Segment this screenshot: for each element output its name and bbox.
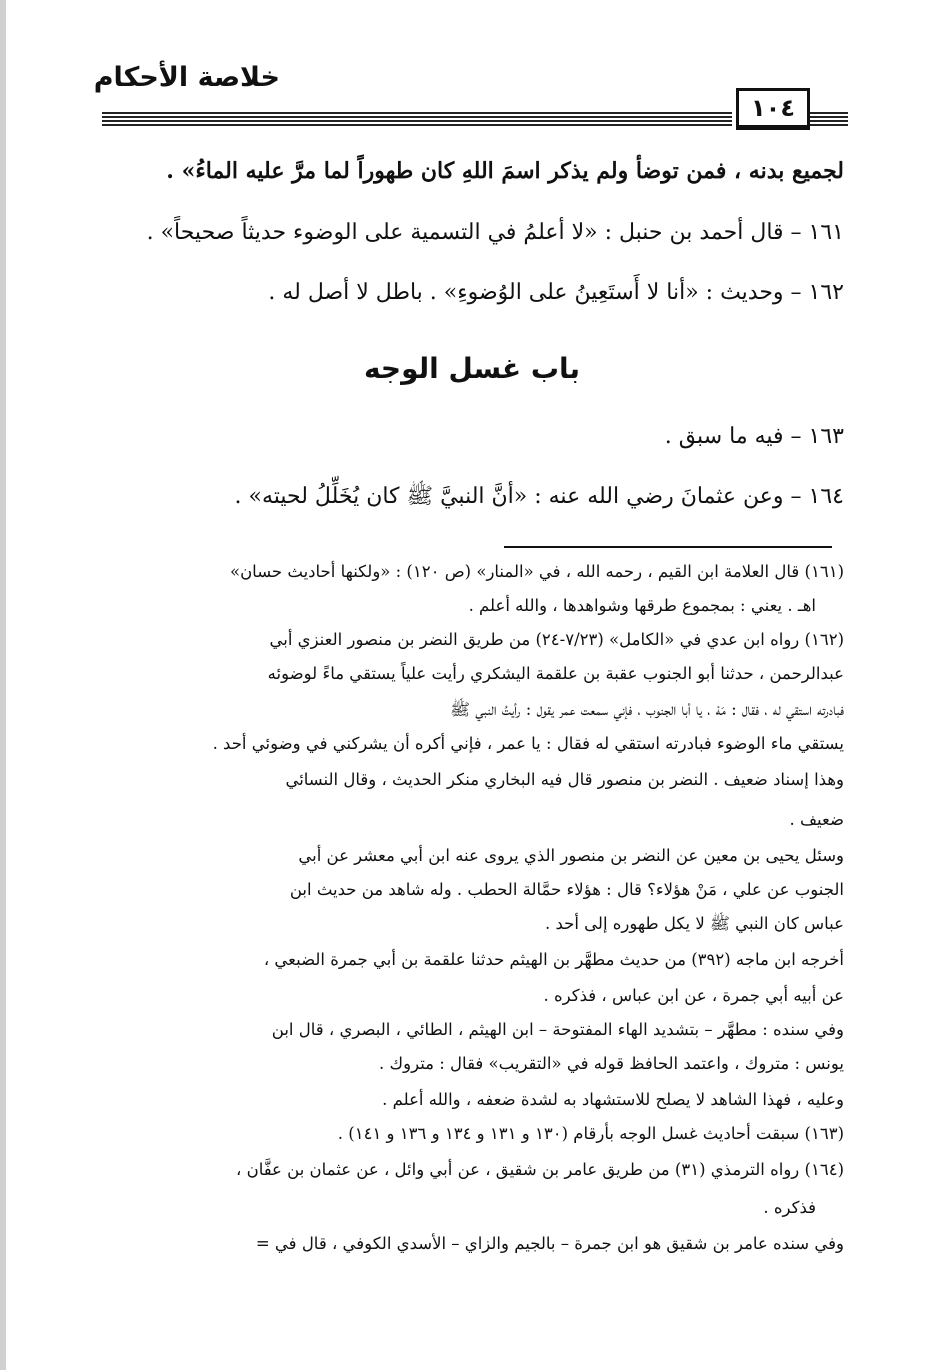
footnote-line: عبدالرحمن ، حدثنا أبو الجنوب عقبة بن علقمة اليشكري رأيت علياً يستقي ماءً لوضوئه [267, 664, 844, 683]
footnote-line: وفي سنده : مطهَّر – بتشديد الهاء المفتوحة – ابن الهيثم ، الطائي ، البصري ، قال ابن [271, 1020, 844, 1039]
running-header-title: خلاصة الأحكام [93, 62, 280, 93]
hadith-164: ١٦٤ – وعن عثمانَ رضي الله عنه : «أنَّ النبيَّ ﷺ كان يُخَلِّلُ لحيته» . [234, 484, 844, 509]
footnote-line: وفي سنده عامر بن شقيق هو ابن جمرة – بالجيم والزاي – الأسدي الكوفي ، قال في = [255, 1234, 844, 1253]
hadith-163: ١٦٣ – فيه ما سبق . [664, 424, 844, 449]
scan-edge [0, 0, 6, 1370]
main-text-line: لجميع بدنه ، فمن توضأ ولم يذكر اسمَ اللهِ كان طهوراً لما مرَّ عليه الماءُ» . [166, 158, 844, 184]
footnote-line: أخرجه ابن ماجه (٣٩٢) من حديث مطهَّر بن الهيثم حدثنا علقمة بن أبي جمرة الضبعي ، [263, 950, 844, 969]
header-rule [102, 112, 732, 128]
footnote-line: ضعيف . [789, 810, 844, 829]
footnote-line: (١٦٤) رواه الترمذي (٣١) من طريق عامر بن شقيق ، عن أبي وائل ، عن عثمان بن عفَّان ، [236, 1160, 844, 1179]
footnote-line: الجنوب عن علي ، مَنْ هؤلاء؟ قال : هؤلاء حمَّالة الحطب . وله شاهد من حديث ابن [289, 880, 844, 899]
footnote-line: يونس : متروك ، واعتمد الحافظ قوله في «التقريب» فقال : متروك . [379, 1054, 844, 1073]
footnote-line: فبادرته استقي له ، فقال : مَهْ ، يا أبا الجنوب ، فإني سمعت عمر يقول : رأيتُ النبي ﷺ [450, 700, 844, 719]
footnote-line: يستقي ماء الوضوء فبادرته استقي له فقال : يا عمر ، فإني أكره أن يشركني في وضوئي أحد . [212, 734, 844, 753]
footnote-line: فذكره . [763, 1198, 816, 1217]
chapter-heading: باب غسل الوجه [363, 352, 581, 385]
footnote-line: وعليه ، فهذا الشاهد لا يصلح للاستشهاد به لشدة ضعفه ، والله أعلم . [382, 1090, 844, 1109]
header-rule-right [806, 112, 848, 128]
footnote-line: وهذا إسناد ضعيف . النضر بن منصور قال فيه البخاري منكر الحديث ، وقال النسائي [285, 770, 844, 789]
footnote-line: اهـ . يعني : بمجموع طرقها وشواهدها ، والله أعلم . [468, 596, 816, 615]
footnote-line: (١٦١) قال العلامة ابن القيم ، رحمه الله ، في «المنار» (ص ١٢٠) : «ولكنها أحاديث حسان» [229, 562, 844, 581]
page-number: ١٠٤ [736, 88, 810, 130]
footnote-line: عباس كان النبي ﷺ لا يكل طهوره إلى أحد . [545, 914, 844, 933]
footnote-separator [504, 546, 832, 548]
footnote-line: (١٦٣) سبقت أحاديث غسل الوجه بأرقام (١٣٠ و ١٣١ و ١٣٤ و ١٣٦ و ١٤١) . [337, 1124, 844, 1143]
footnote-line: (١٦٢) رواه ابن عدي في «الكامل» (٧/٢٣-٢٤) من طريق النضر بن منصور العنزي أبي [269, 630, 844, 649]
hadith-162: ١٦٢ – وحديث : «أنا لا أَستَعِينُ على الوُضوءِ» . باطل لا أصل له . [268, 280, 844, 305]
footnote-line: وسئل يحيى بن معين عن النضر بن منصور الذي يروى عنه ابن أبي معشر عن أبي [298, 846, 844, 865]
hadith-161: ١٦١ – قال أحمد بن حنبل : «لا أعلمُ في التسمية على الوضوء حديثاً صحيحاً» . [146, 220, 844, 245]
footnote-line: عن أبيه أبي جمرة ، عن ابن عباس ، فذكره . [543, 986, 844, 1005]
